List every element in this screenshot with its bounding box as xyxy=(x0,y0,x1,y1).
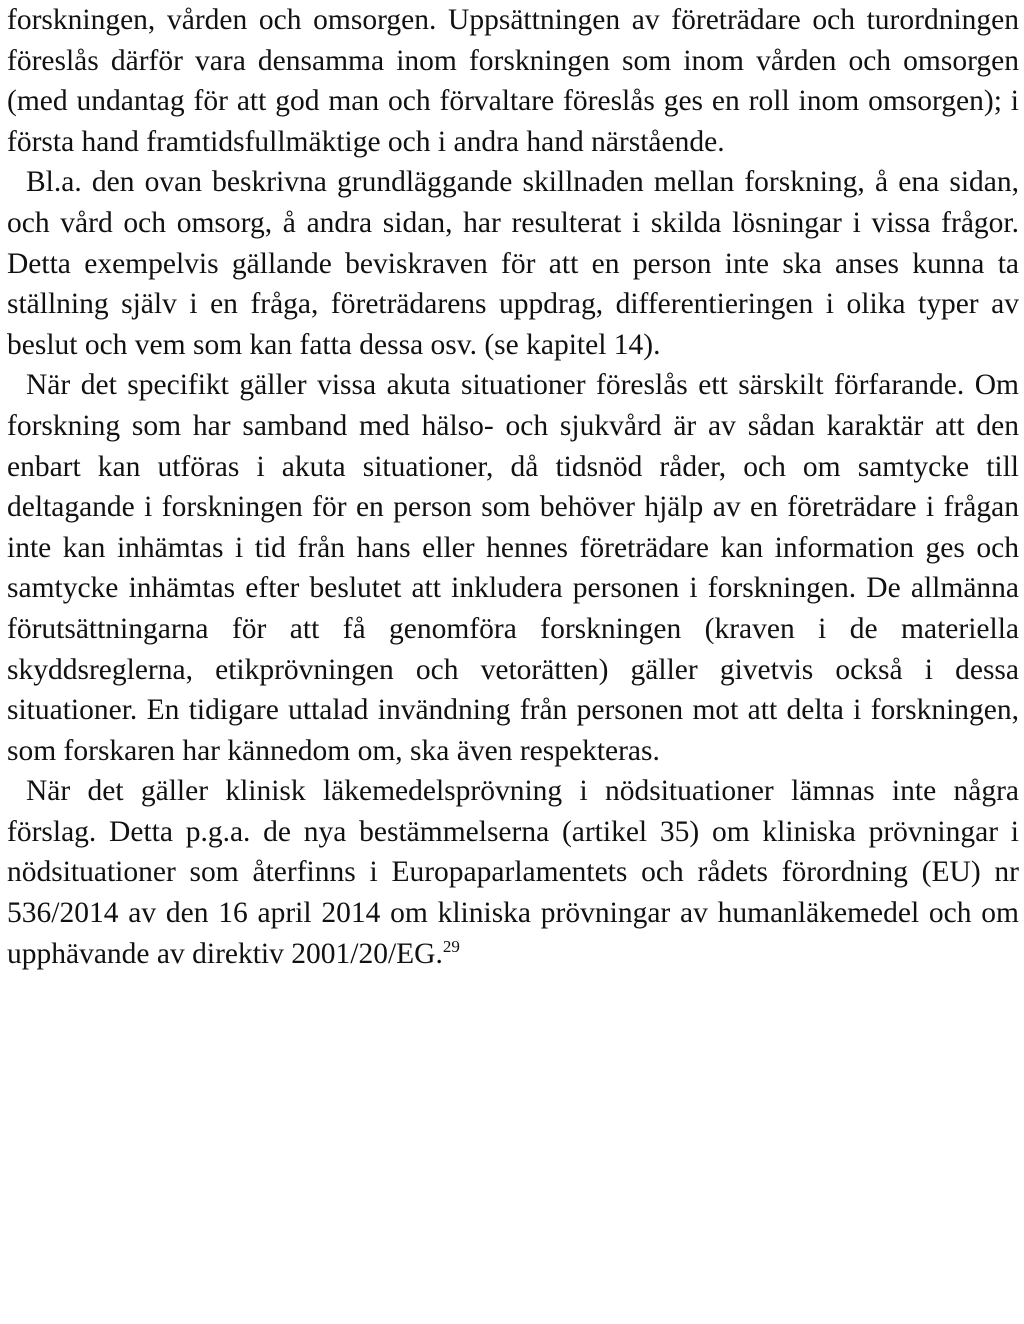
paragraph-4 xyxy=(7,771,1019,974)
paragraph-3: När det specifikt gäller vissa akuta situationer föreslås ett särskilt förfarande. Om forskning som har samband med hälso- och sjukvård är av sådan karaktär att den enbart kan utföras i akuta situationer, då tidsnöd råder, och om samtycke till deltagande i forskningen för en person som behöver hjälp av en företrädare i frågan inte kan inhämtas i tid från hans eller hennes företrädare kan information ges och samtycke inhämtas efter beslutet att inkludera personen i forskningen. De allmänna förutsättningarna för att få genomföra forskningen (kraven i de materiella skyddsreglerna, etikprövningen och vetorätten) gäller givetvis också i dessa situationer. En tidigare uttalad invändning från personen mot att delta i forskningen, som forskaren har kännedom om, ska även respekteras. xyxy=(7,369,1019,767)
document-page xyxy=(7,0,1019,974)
paragraph-1: forskningen, vården och omsorgen. Uppsättningen av företrädare och turordningen föreslås därför vara densamma inom forskningen som inom vården och omsorgen (med undantag för att god man och förvaltare föreslås ges en roll inom omsorgen); i första hand framtidsfullmäktige och i andra hand närstående. xyxy=(7,4,1019,158)
paragraph-2: Bl.a. den ovan beskrivna grundläggande skillnaden mellan forskning, å ena sidan, och vård och omsorg, å andra sidan, har resulterat i skilda lösningar i vissa frågor. Detta exempelvis gällande beviskraven för att en person inte ska anses kunna ta ställning själv i en fråga, företrädarens uppdrag, differentieringen i olika typer av beslut och vem som kan fatta dessa osv. (se kapitel 14). xyxy=(7,166,1019,361)
footnote-marker[interactable]: 29 xyxy=(442,936,460,956)
paragraph-4-text: När det gäller klinisk läkemedelsprövning i nödsituationer lämnas inte några förslag. Detta p.g.a. de nya bestämmelserna (artikel 35) om kliniska prövningar i nödsituationer som återfinns i Europaparlamentets och rådets förordning (EU) nr 536/2014 av den 16 april 2014 om kliniska prövningar av humanläkemedel och om upphävande av direktiv 2001/20/EG. xyxy=(7,775,1019,970)
